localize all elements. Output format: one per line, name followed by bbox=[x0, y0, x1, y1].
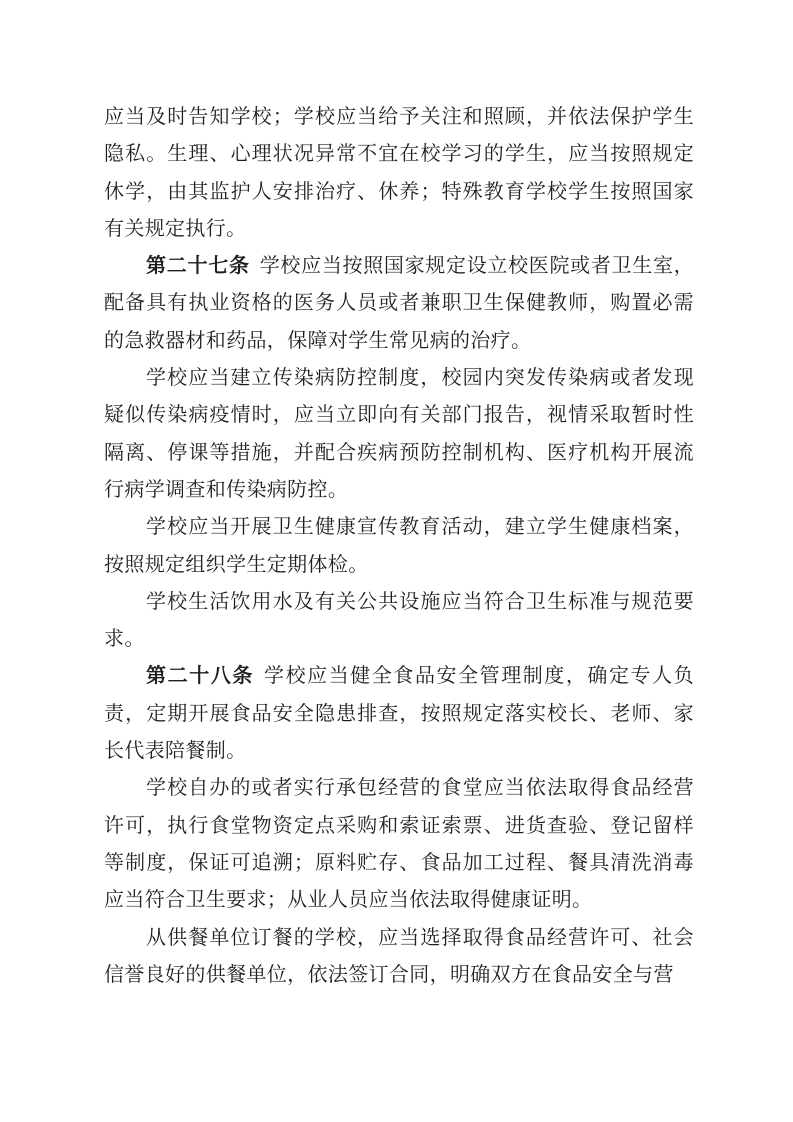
paragraph-text: 学校应当建立传染病防控制度，校园内突发传染病或者发现疑似传染病疫情时，应当立即向有关部门报告，视情采取暂时性隔离、停课等措施，并配合疾病预防控制机构、医疗机构开展流行病学调查和传染病防控。 bbox=[104, 365, 694, 501]
paragraph-article-27 bbox=[104, 247, 694, 359]
document-body bbox=[104, 98, 694, 993]
paragraph bbox=[104, 98, 694, 247]
paragraph bbox=[104, 359, 694, 508]
paragraph-text: 学校生活饮用水及有关公共设施应当符合卫生标准与规范要求。 bbox=[104, 588, 694, 651]
paragraph-text: 学校应当按照国家规定设立校医院或者卫生室，配备具有执业资格的医务人员或者兼职卫生保健教师，购置必需的急救器材和药品，保障对学生常见病的治疗。 bbox=[104, 253, 694, 352]
paragraph-article-28 bbox=[104, 657, 694, 769]
paragraph bbox=[104, 769, 694, 918]
paragraph-text: 从供餐单位订餐的学校，应当选择取得食品经营许可、社会信誉良好的供餐单位，依法签订合同，明确双方在食品安全与营 bbox=[104, 924, 694, 986]
paragraph-text: 学校应当健全食品安全管理制度，确定专人负责，定期开展食品安全隐患排查，按照规定落实校长、老师、家长代表陪餐制。 bbox=[104, 663, 695, 763]
paragraph bbox=[104, 919, 694, 994]
paragraph bbox=[104, 508, 694, 583]
article-number: 第二十八条 bbox=[146, 663, 255, 688]
paragraph-text: 学校自办的或者实行承包经营的食堂应当依法取得食品经营许可，执行食堂物资定点采购和索证索票、进货查验、登记留样等制度，保证可追溯；原料贮存、食品加工过程、餐具清洗消毒应当符合卫生要求；从业人员应当依法取得健康证明。 bbox=[104, 775, 694, 912]
paragraph-text: 应当及时告知学校；学校应当给予关注和照顾，并依法保护学生隐私。生理、心理状况异常不宜在校学习的学生，应当按照规定休学，由其监护人安排治疗、休养；特殊教育学校学生按照国家有关规定执行。 bbox=[104, 104, 694, 240]
paragraph bbox=[104, 583, 694, 658]
article-number: 第二十七条 bbox=[146, 253, 250, 278]
paragraph-text: 学校应当开展卫生健康宣传教育活动，建立学生健康档案，按照规定组织学生定期体检。 bbox=[104, 514, 694, 576]
